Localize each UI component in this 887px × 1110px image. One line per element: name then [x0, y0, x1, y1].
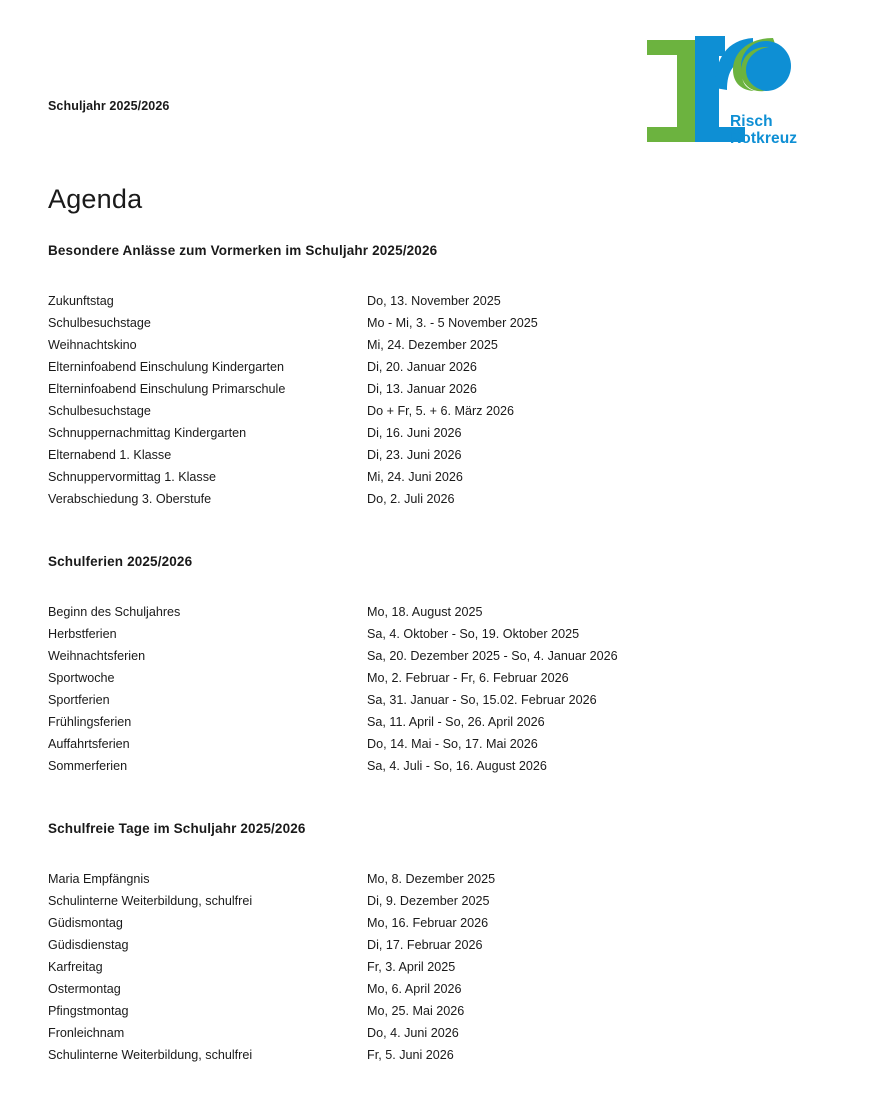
entry-label: Zukunftstag [48, 294, 114, 308]
entry-date: Mo, 18. August 2025 [367, 605, 483, 619]
entry-date: Mo, 8. Dezember 2025 [367, 872, 496, 886]
entry-date: Di, 13. Januar 2026 [367, 382, 477, 396]
entry-label: Fronleichnam [48, 1026, 125, 1040]
agenda-entry [48, 1022, 848, 1044]
entry-date: Fr, 5. Juni 2026 [367, 1048, 454, 1062]
entry-label: Verabschiedung 3. Oberstufe [48, 492, 212, 506]
entry-date: Mo, 2. Februar - Fr, 6. Februar 2026 [367, 671, 569, 685]
entry-label: Beginn des Schuljahres [48, 605, 181, 619]
agenda-entry [48, 978, 848, 1000]
agenda-entry [48, 422, 848, 444]
agenda-entry [48, 466, 848, 488]
entry-date: Sa, 4. Oktober - So, 19. Oktober 2025 [367, 627, 580, 641]
agenda-entry [48, 623, 848, 645]
entry-date: Di, 23. Juni 2026 [367, 448, 462, 462]
entry-label: Ostermontag [48, 982, 121, 996]
entry-label: Sportferien [48, 693, 110, 707]
agenda-entry [48, 667, 848, 689]
risch-rotkreuz-logo [645, 28, 815, 154]
entry-label: Güdisdienstag [48, 938, 129, 952]
entry-label: Auffahrtsferien [48, 737, 130, 751]
agenda-entry [48, 912, 848, 934]
logo-wordmark-line-2: Rotkreuz [730, 130, 798, 147]
entry-label: Schnuppervormittag 1. Klasse [48, 470, 217, 484]
entry-label: Sommerferien [48, 759, 128, 773]
agenda-entry [48, 934, 848, 956]
logo-wordmark-line-1: Risch [730, 113, 773, 130]
agenda-entry [48, 755, 848, 777]
agenda-entry [48, 444, 848, 466]
agenda-entry [48, 400, 848, 422]
entry-label: Schulinterne Weiterbildung, schulfrei [48, 1048, 253, 1062]
entry-date: Do + Fr, 5. + 6. März 2026 [367, 404, 514, 418]
entry-date: Di, 16. Juni 2026 [367, 426, 462, 440]
entry-label: Elternabend 1. Klasse [48, 448, 172, 462]
entry-date: Sa, 11. April - So, 26. April 2026 [367, 715, 545, 729]
section-heading: Schulferien 2025/2026 [48, 554, 193, 569]
entry-list [48, 290, 848, 510]
entry-date: Fr, 3. April 2025 [367, 960, 456, 974]
agenda-sections [48, 243, 848, 1066]
agenda-entry [48, 689, 848, 711]
entry-date: Sa, 20. Dezember 2025 - So, 4. Januar 2026 [367, 649, 618, 663]
entry-date: Sa, 4. Juli - So, 16. August 2026 [367, 759, 547, 773]
entry-date: Mo, 25. Mai 2026 [367, 1004, 465, 1018]
entry-label: Pfingstmontag [48, 1004, 129, 1018]
entry-list [48, 868, 848, 1066]
agenda-entry [48, 645, 848, 667]
entry-date: Do, 13. November 2025 [367, 294, 501, 308]
agenda-entry [48, 290, 848, 312]
agenda-section [48, 243, 848, 510]
agenda-entry [48, 1044, 848, 1066]
entry-label: Elterninfoabend Einschulung Kindergarten [48, 360, 284, 374]
entry-label: Schulinterne Weiterbildung, schulfrei [48, 894, 253, 908]
entry-date: Mo, 16. Februar 2026 [367, 916, 489, 930]
agenda-entry [48, 868, 848, 890]
entry-list [48, 601, 848, 777]
entry-label: Schulbesuchstage [48, 316, 151, 330]
entry-label: Herbstferien [48, 627, 117, 641]
entry-date: Mo, 6. April 2026 [367, 982, 462, 996]
entry-label: Maria Empfängnis [48, 872, 150, 886]
page-title: Agenda [48, 184, 143, 215]
entry-label: Karfreitag [48, 960, 103, 974]
entry-date: Do, 2. Juli 2026 [367, 492, 455, 506]
entry-date: Sa, 31. Januar - So, 15.02. Februar 2026 [367, 693, 597, 707]
entry-date: Mi, 24. Juni 2026 [367, 470, 463, 484]
entry-date: Do, 4. Juni 2026 [367, 1026, 459, 1040]
agenda-entry [48, 488, 848, 510]
entry-label: Sportwoche [48, 671, 115, 685]
agenda-entry [48, 711, 848, 733]
entry-date: Mo - Mi, 3. - 5 November 2025 [367, 316, 538, 330]
entry-date: Di, 20. Januar 2026 [367, 360, 477, 374]
agenda-entry [48, 956, 848, 978]
entry-label: Elterninfoabend Einschulung Primarschule [48, 382, 286, 396]
agenda-entry [48, 890, 848, 912]
agenda-entry [48, 334, 848, 356]
agenda-entry [48, 733, 848, 755]
entry-label: Schnuppernachmittag Kindergarten [48, 426, 247, 440]
section-heading: Schulfreie Tage im Schuljahr 2025/2026 [48, 821, 306, 836]
entry-date: Do, 14. Mai - So, 17. Mai 2026 [367, 737, 538, 751]
entry-label: Frühlingsferien [48, 715, 132, 729]
entry-label: Güdismontag [48, 916, 123, 930]
agenda-entry [48, 1000, 848, 1022]
agenda-entry [48, 312, 848, 334]
agenda-entry [48, 378, 848, 400]
agenda-entry [48, 356, 848, 378]
entry-label: Weihnachtskino [48, 338, 137, 352]
school-year-label: Schuljahr 2025/2026 [48, 99, 170, 113]
logo-wordmark [730, 113, 797, 147]
entry-date: Di, 9. Dezember 2025 [367, 894, 490, 908]
entry-date: Mi, 24. Dezember 2025 [367, 338, 498, 352]
agenda-section [48, 821, 848, 1066]
entry-label: Weihnachtsferien [48, 649, 146, 663]
agenda-entry [48, 601, 848, 623]
entry-date: Di, 17. Februar 2026 [367, 938, 483, 952]
section-heading: Besondere Anlässe zum Vormerken im Schuljahr 2025/2026 [48, 243, 438, 258]
entry-label: Schulbesuchstage [48, 404, 151, 418]
agenda-section [48, 554, 848, 777]
